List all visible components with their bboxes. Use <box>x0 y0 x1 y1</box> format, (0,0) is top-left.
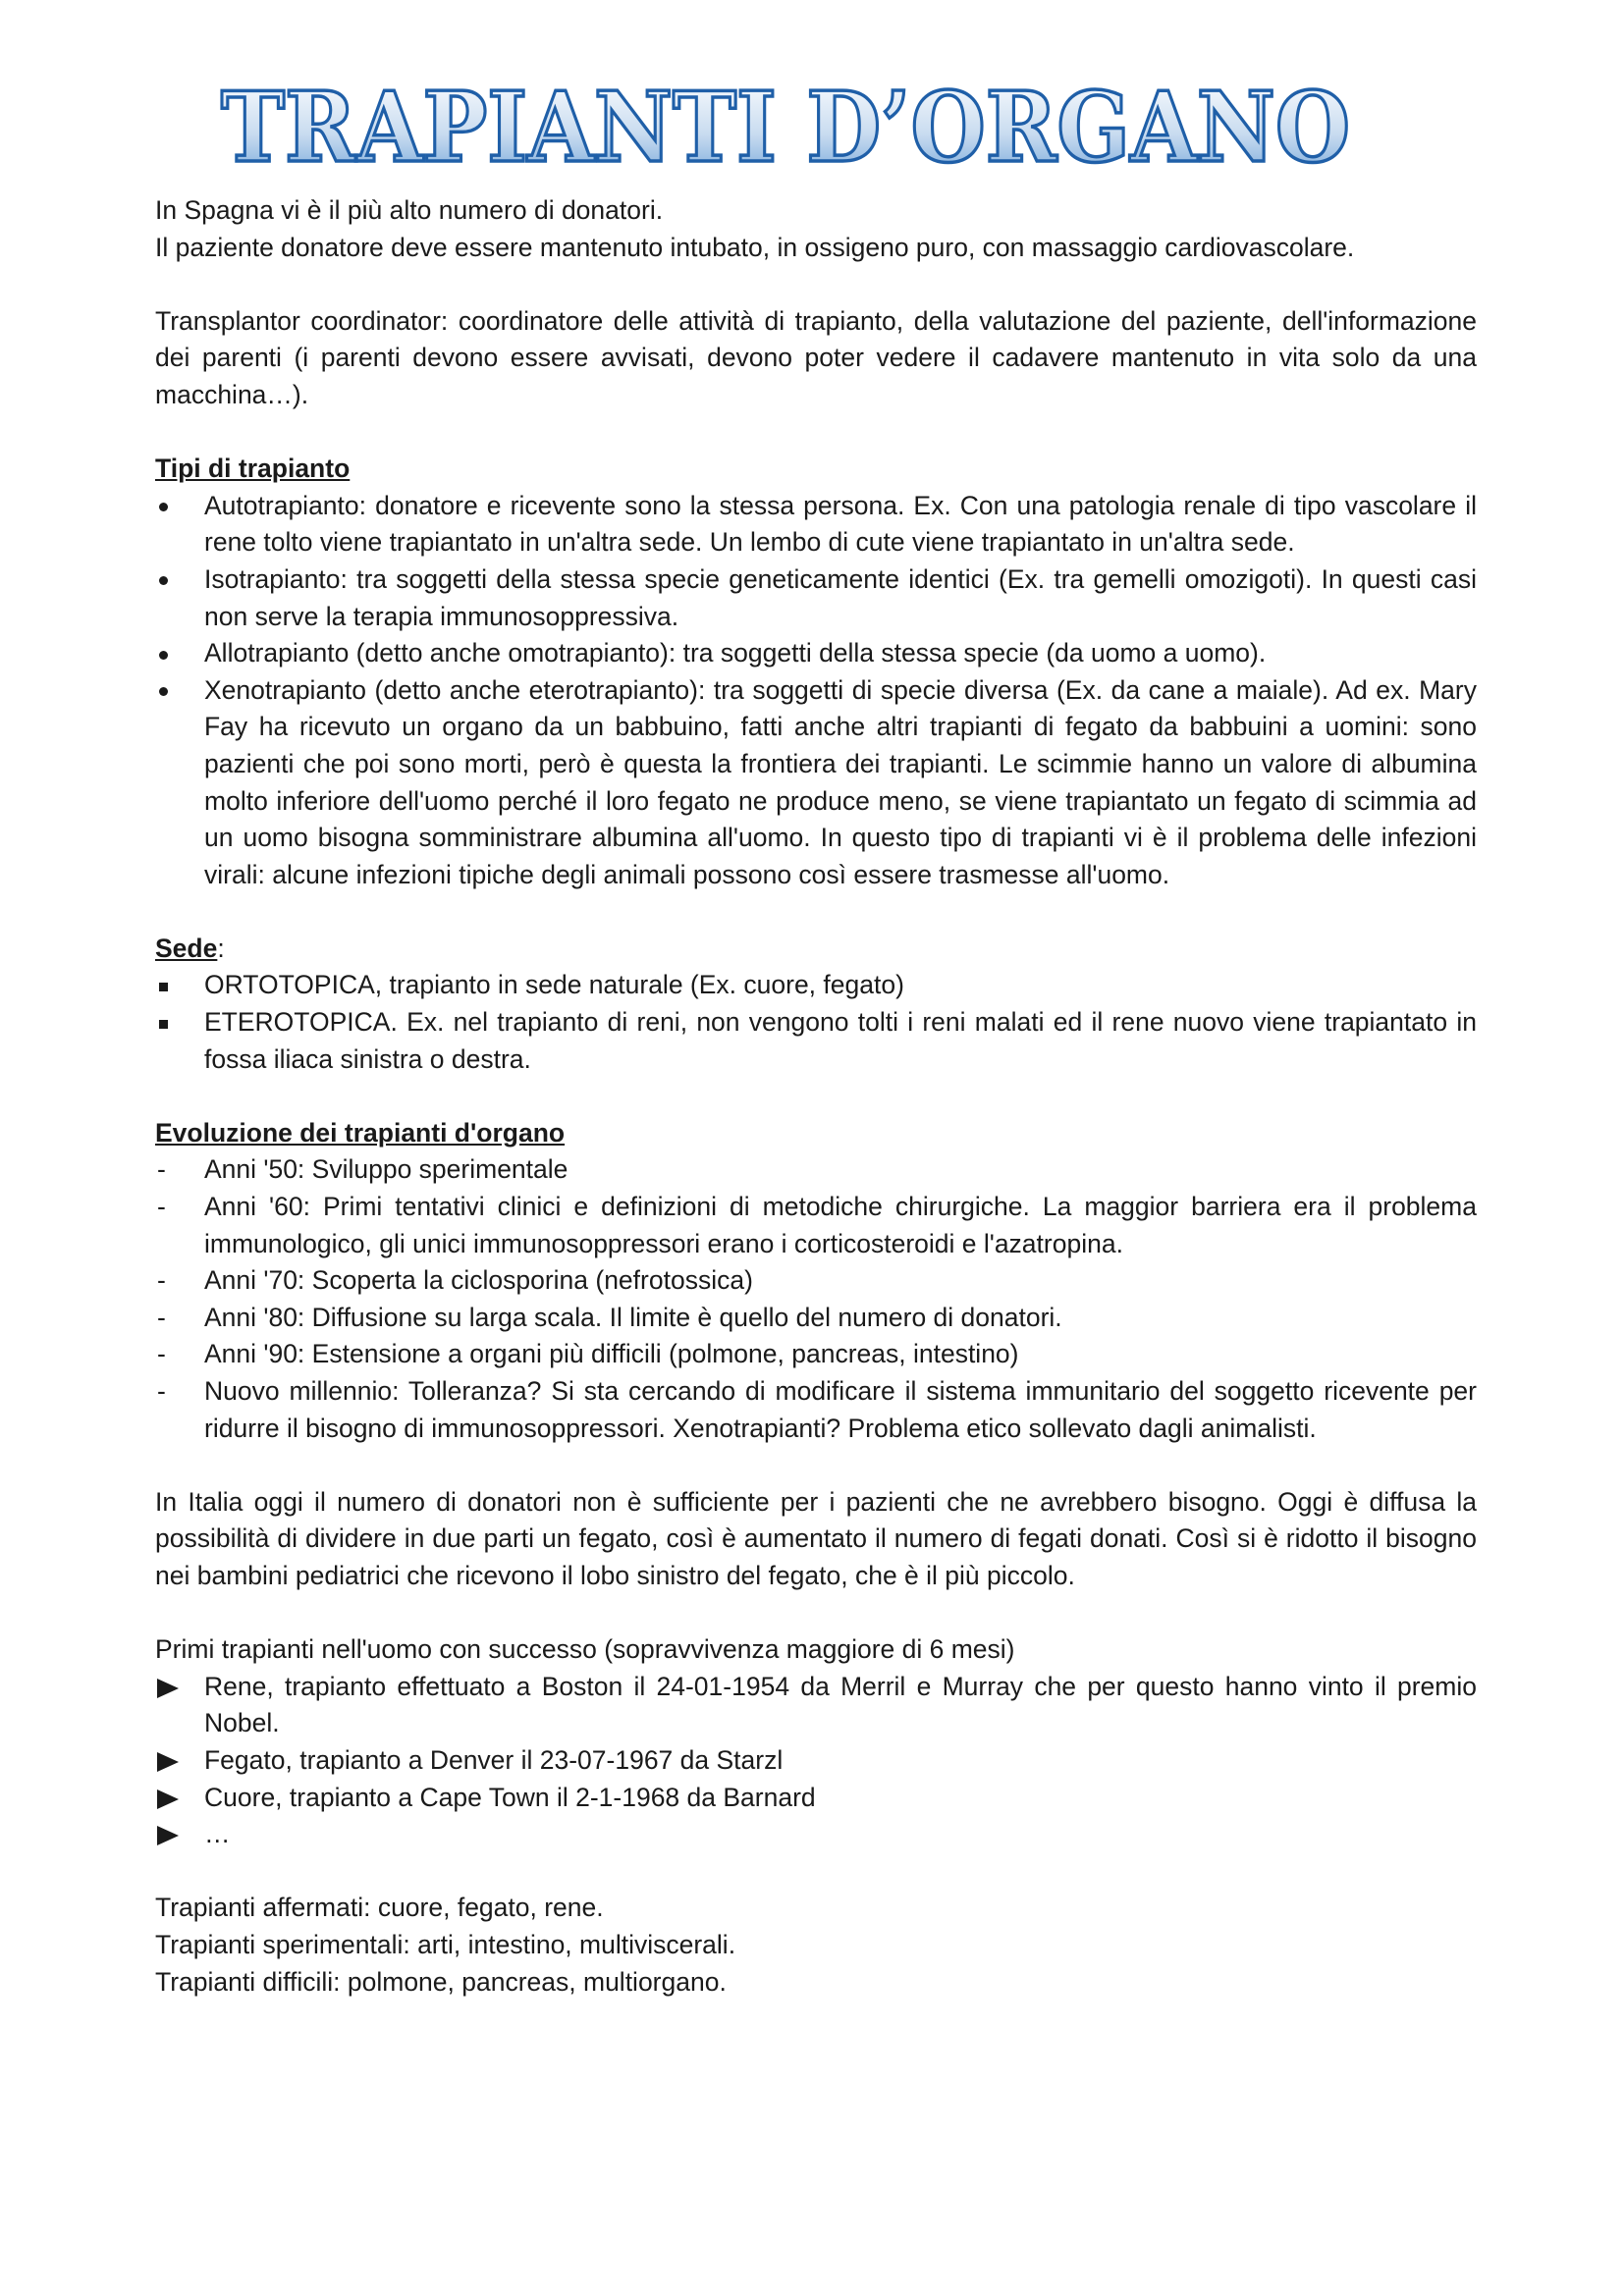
italia-paragraph: In Italia oggi il numero di donatori non è sufficiente per i pazienti che ne avrebbero bisogno. Oggi è diffusa la possibilità di dividere in due parti un fegato, così è aumentato il numero di fegati donati. Così si è ridotto il bisogno nei bambini pediatrici che ricevono il lobo sinistro del fegato, che è il più piccolo. <box>155 1486 1477 1590</box>
intro-line-1: In Spagna vi è il più alto numero di donatori. <box>155 195 664 225</box>
evoluzione-heading: Evoluzione dei trapianti d'organo <box>155 1117 566 1148</box>
summary-sperimentali: Trapianti sperimentali: arti, intestino, multiviscerali. <box>155 1929 736 1959</box>
sede-list <box>155 967 1477 1078</box>
list-item: - Nuovo millennio: Tolleranza? Si sta cercando di modificare il sistema immunitario del soggetto ricevente per ridurre il bisogno di immunosoppressori. Xenotrapianti? Problema etico sollevato dagli animalisti. <box>155 1373 1477 1447</box>
bullet-icon <box>159 687 168 696</box>
title-wordart <box>216 71 1355 185</box>
list-item: … <box>155 1816 1477 1853</box>
list-item: - Anni '90: Estensione a organi più difficili (polmone, pancreas, intestino) <box>155 1336 1477 1373</box>
primi-intro: Primi trapianti nell'uomo con successo (sopravvivenza maggiore di 6 mesi) <box>155 1634 1015 1665</box>
dash-marker: - <box>157 1376 166 1406</box>
list-item: - Anni '70: Scoperta la ciclosporina (nefrotossica) <box>155 1262 1477 1300</box>
evoluzione-list <box>155 1151 1477 1447</box>
bullet-icon <box>159 576 168 585</box>
list-item: ORTOTOPICA, trapianto in sede naturale (Ex. cuore, fegato) <box>155 967 1477 1004</box>
dash-marker: - <box>157 1192 166 1222</box>
sede-heading: Sede: <box>155 933 225 963</box>
square-bullet-icon <box>159 1020 168 1029</box>
summary-difficili: Trapianti difficili: polmone, pancreas, multiorgano. <box>155 1966 727 1997</box>
list-item: - Anni '50: Sviluppo sperimentale <box>155 1151 1477 1189</box>
tipi-list <box>155 488 1477 894</box>
document-body <box>155 192 1477 2001</box>
list-item: Allotrapianto (detto anche omotrapianto): tra soggetti della stessa specie (da uomo a uomo). <box>155 635 1477 672</box>
summary-affermati: Trapianti affermati: cuore, fegato, rene. <box>155 1893 604 1923</box>
list-item: - Anni '80: Diffusione su larga scala. Il limite è quello del numero di donatori. <box>155 1300 1477 1337</box>
dash-marker: - <box>157 1154 166 1185</box>
bullet-icon <box>159 651 168 660</box>
dash-marker: - <box>157 1339 166 1369</box>
intro-line-2: Il paziente donatore deve essere mantenuto intubato, in ossigeno puro, con massaggio cardiovascolare. <box>155 232 1355 262</box>
list-item: Cuore, trapianto a Cape Town il 2-1-1968 da Barnard <box>155 1780 1477 1817</box>
bullet-icon <box>159 503 168 511</box>
list-item: Isotrapianto: tra soggetti della stessa specie geneticamente identici (Ex. tra gemelli omozigoti). In questi casi non serve la terapia immunosoppressiva. <box>155 561 1477 635</box>
list-item: Xenotrapianto (detto anche eterotrapianto): tra soggetti di specie diversa (Ex. da cane a maiale). Ad ex. Mary Fay ha ricevuto un organo da un babbuino, fatti anche altri trapianti di fegato da babbuini a uomini: sono pazienti che poi sono morti, però è questa la frontiera dei trapianti. Le scimmie hanno un valore di albumina molto inferiore dell'uomo perché il loro fegato ne produce meno, se viene trapiantato un fegato di scimmia ad un uomo bisogna somministrare albumina all'uomo. In questo tipo di trapianti vi è il problema delle infezioni virali: alcune infezioni tipiche degli animali possono così essere trasmesse all'uomo. <box>155 672 1477 894</box>
arrow-bullet-icon <box>157 1679 179 1698</box>
arrow-bullet-icon <box>157 1752 179 1772</box>
dash-marker: - <box>157 1265 166 1296</box>
list-item: ETEROTOPICA. Ex. nel trapianto di reni, non vengono tolti i reni malati ed il rene nuovo viene trapiantato in fossa iliaca sinistra o destra. <box>155 1004 1477 1078</box>
coordinator-paragraph: Transplantor coordinator: coordinatore delle attività di trapianto, della valutazione del paziente, dell'informazione dei parenti (i parenti devono essere avvisati, devono poter vedere il cadavere mantenuto in vita solo da una macchina…). <box>155 305 1477 409</box>
list-item: Fegato, trapianto a Denver il 23-07-1967 da Starzl <box>155 1742 1477 1780</box>
title-banner <box>216 71 1355 185</box>
page-title: TRAPIANTI D’ORGANO <box>221 72 1350 185</box>
arrow-bullet-icon <box>157 1789 179 1809</box>
list-item: Autotrapianto: donatore e ricevente sono la stessa persona. Ex. Con una patologia renale di tipo vascolare il rene tolto viene trapiantato in un'altra sede. Un lembo di cute viene trapiantato in un'altra sede. <box>155 488 1477 561</box>
primi-list <box>155 1669 1477 1853</box>
arrow-bullet-icon <box>157 1826 179 1845</box>
list-item: - Anni '60: Primi tentativi clinici e definizioni di metodiche chirurgiche. La maggior barriera era il problema immunologico, gli unici immunosoppressori erano i corticosteroidi e l'azatropina. <box>155 1189 1477 1262</box>
dash-marker: - <box>157 1302 166 1332</box>
tipi-heading: Tipi di trapianto <box>155 454 351 484</box>
list-item: Rene, trapianto effettuato a Boston il 24-01-1954 da Merril e Murray che per questo hanno vinto il premio Nobel. <box>155 1669 1477 1742</box>
square-bullet-icon <box>159 983 168 991</box>
